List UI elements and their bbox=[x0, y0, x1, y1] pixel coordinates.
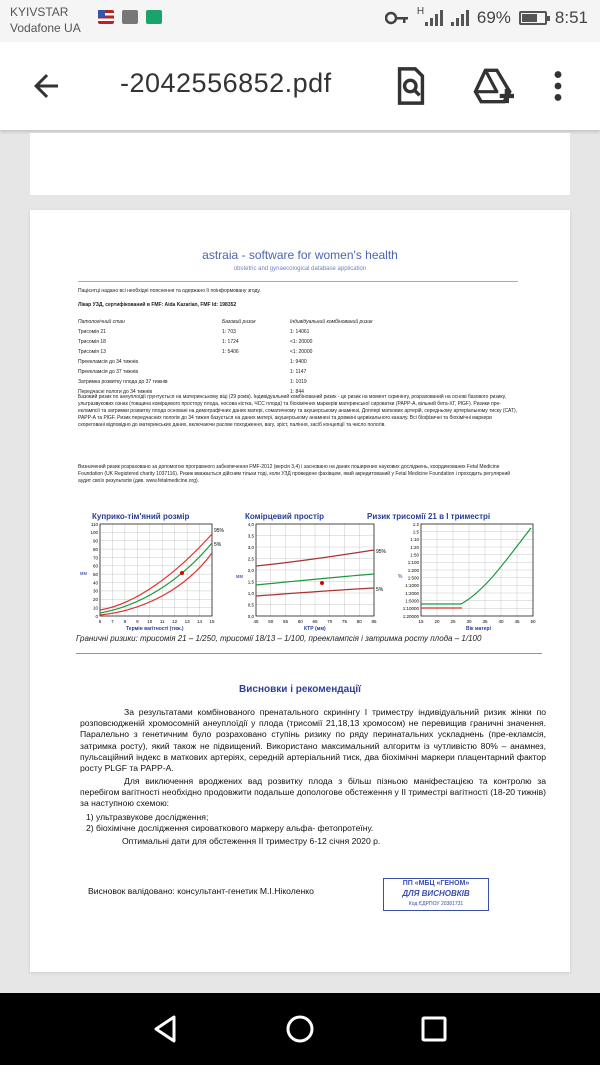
brand-header: astraia - software for women's health bbox=[202, 248, 398, 262]
x-tick-label: 55 bbox=[282, 619, 289, 624]
cell: <1: 20000 bbox=[290, 349, 313, 355]
x-tick-label: 14 bbox=[197, 619, 203, 624]
y-tick-label: 1:500 bbox=[407, 575, 419, 581]
signal-bars-icon-2 bbox=[451, 10, 469, 26]
nt-patient-point bbox=[320, 581, 324, 585]
crl-median-line bbox=[100, 543, 212, 613]
cell: 1: 1147 bbox=[290, 369, 307, 375]
x-tick-label: 50 bbox=[530, 619, 536, 624]
cell: 1: 703 bbox=[222, 329, 236, 335]
y-tick-label: 30 bbox=[92, 588, 98, 594]
x-tick-label: 6 bbox=[98, 619, 102, 624]
previous-page bbox=[30, 133, 570, 195]
list-item: 2) біохімічне дослідження сироваткового маркеру альфа- фетопротеїну. bbox=[86, 823, 374, 833]
y-tick-label: 3,0 bbox=[247, 544, 254, 550]
crl-y-label: мм bbox=[80, 571, 87, 577]
drive-add-icon[interactable] bbox=[472, 66, 516, 106]
x-tick-label: 10 bbox=[147, 619, 153, 624]
y-tick-label: 10 bbox=[92, 605, 98, 611]
x-tick-label: 35 bbox=[482, 619, 488, 624]
navigation-bar bbox=[0, 993, 600, 1065]
x-tick-label: 70 bbox=[327, 619, 333, 624]
table-row bbox=[78, 367, 381, 377]
x-tick-label: 30 bbox=[466, 619, 472, 624]
flag-icon bbox=[98, 10, 114, 24]
y-tick-label: 110 bbox=[90, 521, 98, 527]
search-document-icon[interactable] bbox=[393, 66, 429, 106]
y-tick-label: 0,0 bbox=[247, 613, 254, 619]
app-toolbar bbox=[0, 42, 600, 130]
methodology-text: Базовий ризик по анеуплоїдії грунтується на материнському віці (29 років). Індивідуальний комбінований ризик - це ризик на момент скринінгу, розрахований на основі базового ризику, ультразвукових ознак (товщина комірцевого простору плода, носова кістка, ЧСС плода) та біохімічних маркерів материнської сироватки (PAPP-A, вільний бета-ХГ, PlGF). Ризики пре-еклампсії та затримки розвитку плода основані на демографічних даних матері, соматичному та акушерському анамнезі, Доплері маткових артерій, середньому артеріальному тиску (САТ), PAPP-A та PlGF. Ризик передчасних пологів до 34 тижня базується на даних матері, акушерському анамнезі та довжині цервікального каналу. Всі біофізичні та біохімічні маркери скореговані відповідно до материнських даних, включаючи расове походження, вагу, зріст, паління, засіб концепції та число пологів. bbox=[78, 394, 518, 428]
cell bbox=[222, 377, 290, 387]
y-tick-label: 1:2 bbox=[412, 521, 419, 527]
stamp-line-1: ПП «МБЦ «ГЕНОМ» bbox=[402, 880, 470, 887]
y-tick-label: 60 bbox=[92, 563, 98, 569]
nt-y-label: мм bbox=[236, 574, 243, 580]
x-tick-label: 20 bbox=[434, 619, 440, 624]
risk-table bbox=[78, 317, 381, 397]
y-tick-label: 80 bbox=[92, 546, 98, 552]
home-circle-icon[interactable] bbox=[284, 1013, 316, 1045]
x-tick-label: 80 bbox=[356, 619, 362, 624]
y-tick-label: 0,5 bbox=[247, 602, 254, 608]
t21-x-label: Вік матері bbox=[466, 626, 491, 632]
y-tick-label: 2,0 bbox=[247, 567, 254, 573]
carrier-secondary: Vodafone UA bbox=[10, 21, 81, 35]
document-title: -2042556852.pdf bbox=[120, 68, 332, 98]
t21-y-label: % bbox=[398, 574, 403, 580]
x-tick-label: 9 bbox=[136, 619, 139, 624]
y-tick-label: 50 bbox=[92, 571, 98, 577]
cell: Трисомія 18 bbox=[78, 339, 106, 345]
y-tick-label: 1:10000 bbox=[402, 606, 419, 612]
conclusion-paragraph-2: Для виключення вроджених вад розвитку плода з більш пізньою маніфестацією та контролю за перебігом вагітності необхідно продовжити подальше допологове обстеження у ІІ триместрі вагітності (18-20 тижнів) за наступною схемою: bbox=[80, 776, 546, 809]
conclusion-paragraph-3: Оптимальні дати для обстеження ІІ триместру 6-12 січня 2020 р. bbox=[122, 836, 381, 846]
y-tick-label: 3,5 bbox=[247, 533, 254, 539]
x-tick-label: 8 bbox=[123, 619, 127, 624]
charts-area bbox=[76, 520, 536, 632]
network-type: H bbox=[416, 6, 425, 17]
crl-x-label: Термін вагітності (тиж.) bbox=[126, 626, 184, 632]
cell: Трисомія 21 bbox=[78, 329, 106, 335]
y-tick-label: 1,5 bbox=[247, 579, 254, 585]
key-icon bbox=[385, 11, 409, 25]
pdf-page bbox=[30, 210, 570, 972]
x-tick-label: 15 bbox=[418, 619, 424, 624]
nt-p95-label: 95% bbox=[376, 549, 387, 555]
doctor-line: Лікар УЗД, сертифікований в FMF: Aida Kazarian, FMF Id: 198352 bbox=[78, 302, 237, 308]
chart-nt bbox=[236, 522, 387, 632]
download-icon bbox=[146, 10, 162, 24]
cell bbox=[222, 357, 290, 367]
clock: 8:51 bbox=[554, 8, 588, 27]
col-header: Патологічний стан bbox=[78, 319, 125, 325]
chart-t21 bbox=[398, 522, 536, 632]
stamp-line-3: Код ЄДРПОУ 20381731 bbox=[408, 901, 464, 907]
y-tick-label: 0 bbox=[95, 613, 98, 619]
x-tick-label: 45 bbox=[514, 619, 520, 624]
software-text: Визначений ризик розраховано за допомогою програмного забезпечення FMF-2012 (версія 3,4) і засновано на даних поширених наукових досліджень, координованих Fetal Medicine Foundation (UK Registered charity 1037116). Ризик вважається дійсним тільки тоді, коли УЗД проведене фахівцем, який акредитований у Fetal Medicine Foundation і проходить регулярний аудит своїх результатів (див. www.fetalmedicine.org). bbox=[78, 464, 511, 484]
chart-crl bbox=[80, 522, 225, 632]
notification-icons bbox=[98, 10, 162, 24]
y-tick-label: 70 bbox=[92, 555, 98, 561]
crl-p5-label: 5% bbox=[214, 542, 222, 548]
y-tick-label: 20 bbox=[92, 597, 98, 603]
table-row bbox=[78, 347, 381, 357]
cell: 1: 9400 bbox=[290, 359, 307, 365]
x-tick-label: 11 bbox=[159, 619, 165, 624]
plot-frame bbox=[100, 524, 212, 616]
x-tick-label: 45 bbox=[253, 619, 259, 624]
y-tick-label: 1:5000 bbox=[405, 598, 419, 604]
y-tick-label: 1:100 bbox=[407, 560, 419, 566]
cell: 1: 14061 bbox=[290, 329, 310, 335]
x-tick-label: 13 bbox=[184, 619, 190, 624]
chart-title-t21: Ризик трисомії 21 в І триместрі bbox=[367, 512, 491, 521]
arrow-left-icon[interactable] bbox=[28, 68, 64, 104]
x-tick-label: 7 bbox=[111, 619, 114, 624]
y-tick-label: 1,0 bbox=[247, 590, 254, 596]
cell bbox=[222, 367, 290, 377]
stamp bbox=[383, 878, 489, 911]
divider bbox=[76, 653, 542, 654]
y-tick-label: 1:20 bbox=[410, 544, 419, 550]
x-tick-label: 85 bbox=[371, 619, 377, 624]
carrier-primary: KYIVSTAR bbox=[10, 5, 69, 19]
more-vertical-icon[interactable] bbox=[548, 66, 568, 106]
y-tick-label: 1:20000 bbox=[402, 613, 419, 619]
y-tick-label: 90 bbox=[92, 538, 98, 544]
y-tick-label: 1:50 bbox=[410, 552, 419, 558]
status-bar bbox=[0, 0, 600, 42]
x-tick-label: 25 bbox=[450, 619, 456, 624]
y-tick-label: 1:10 bbox=[410, 537, 419, 543]
consent-text: Пацієнтці надано всі необхідні пояснення та одержано її поінформовану згоду. bbox=[78, 288, 261, 294]
cell: <1: 20000 bbox=[290, 339, 313, 345]
battery-percent: 69% bbox=[476, 8, 511, 27]
table-row bbox=[78, 337, 381, 347]
y-tick-label: 1:5 bbox=[412, 529, 419, 535]
grid-crl bbox=[100, 524, 212, 616]
gallery-icon bbox=[122, 10, 138, 24]
risk-table-header bbox=[78, 317, 381, 327]
cell: Преекламсія до 37 тижнів bbox=[78, 369, 139, 375]
col-header: Базовий ризик bbox=[222, 319, 256, 325]
cell: Преекламсія до 34 тижнів bbox=[78, 359, 139, 365]
cell: Затримка розвитку плода до 37 тижнів bbox=[78, 379, 168, 385]
col-header: Індивідуальний комбінований ризик bbox=[290, 319, 373, 325]
chart-title-nt: Комірцевий простір bbox=[245, 512, 325, 521]
divider bbox=[78, 281, 518, 282]
crl-patient-point bbox=[180, 571, 184, 575]
table-row bbox=[78, 377, 381, 387]
x-tick-label: 60 bbox=[297, 619, 303, 624]
x-tick-label: 75 bbox=[341, 619, 348, 624]
list-item: 1) ультразвукове дослідження; bbox=[86, 812, 209, 822]
brand-subtitle: obstetric and gynaecological database application bbox=[233, 266, 367, 272]
y-tick-label: 4,0 bbox=[247, 521, 254, 527]
back-triangle-icon[interactable] bbox=[150, 1013, 182, 1045]
x-tick-label: 12 bbox=[172, 619, 178, 624]
crl-p95-label: 95% bbox=[214, 528, 225, 534]
y-tick-label: 2,5 bbox=[247, 556, 254, 562]
x-tick-label: 40 bbox=[498, 619, 504, 624]
signal-bars-icon bbox=[425, 10, 443, 26]
y-tick-label: 1:200 bbox=[407, 567, 419, 573]
table-row bbox=[78, 327, 381, 337]
table-row bbox=[78, 357, 381, 367]
y-tick-label: 40 bbox=[92, 580, 98, 586]
conclusion-paragraph-1: За результатами комбінованого пренатального скринінгу І триместру індивідуальний ризик жінки по розповсюдженій хромосомній анеуплоїдії у плода (трисомії 21,18,13 хромосом) не перевищив граничні значення. Паралельно з генетичним було розраховано ступінь ризику по ряду перинатальних ускладнень (пре-екламсія, затримка росту), який також не підвищений. Використано максимальний алгоритм із чутливістю 80% – анамнез, пульсаційний індекс в маткових артеріях, середній артеріальний тиск, два біохімічні маркери плацентарний фактор росту PLGF та PAPP-A. bbox=[80, 707, 546, 774]
status-right bbox=[385, 8, 588, 28]
cell: 1: 1724 bbox=[222, 339, 239, 345]
y-tick-label: 1:1000 bbox=[405, 583, 419, 589]
cell: Передчасні пологи до 34 тижнів bbox=[78, 389, 153, 395]
signature-line: Висновок валідовано: консультант-генетик М.І.Ніколенко bbox=[88, 886, 314, 896]
charts-caption: Граничні ризики: трисомія 21 – 1/250, трисомії 18/13 – 1/100, прееклампсія і затримка росту плода – 1/100 bbox=[76, 634, 482, 643]
cell: 1: 1019 bbox=[290, 379, 307, 385]
nt-p5-label: 5% bbox=[376, 587, 384, 593]
x-tick-label: 15 bbox=[209, 619, 215, 624]
recents-square-icon[interactable] bbox=[418, 1013, 450, 1045]
x-tick-label: 65 bbox=[312, 619, 318, 624]
cell: Трисомія 13 bbox=[78, 349, 106, 355]
y-tick-label: 1:2000 bbox=[405, 590, 419, 596]
stamp-line-2: ДЛЯ ВИСНОВКІВ bbox=[402, 889, 470, 898]
y-tick-label: 100 bbox=[90, 530, 98, 536]
nt-x-label: КТР (мм) bbox=[304, 626, 326, 632]
cell: 1: 5406 bbox=[222, 349, 239, 355]
battery-icon bbox=[519, 11, 547, 25]
cell: 1: 844 bbox=[290, 389, 304, 395]
x-tick-label: 50 bbox=[268, 619, 274, 624]
conclusions-title: Висновки і рекомендації bbox=[239, 684, 361, 695]
chart-title-crl: Куприко-тім'яний розмір bbox=[92, 512, 190, 521]
